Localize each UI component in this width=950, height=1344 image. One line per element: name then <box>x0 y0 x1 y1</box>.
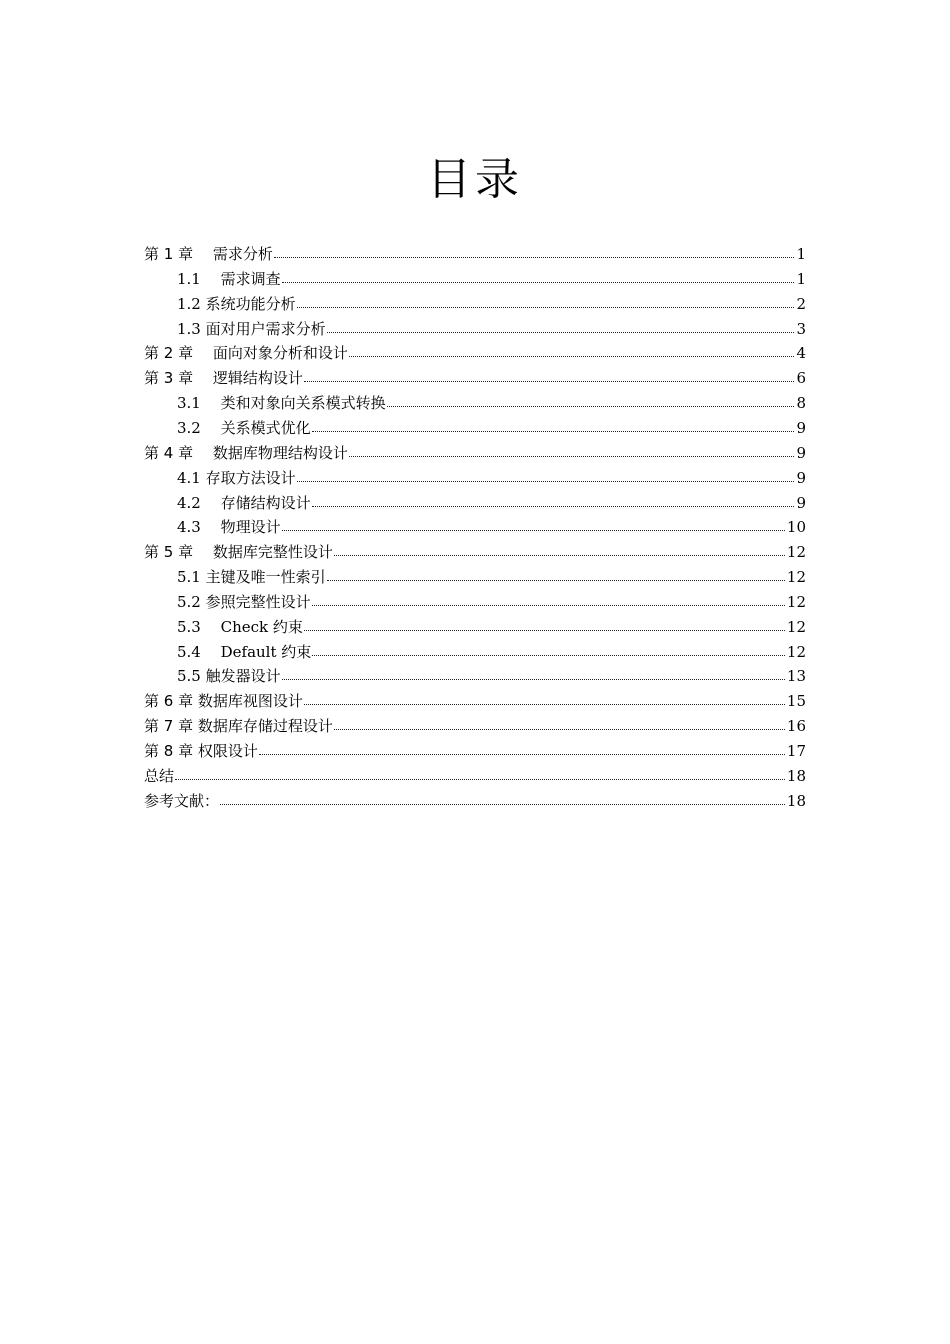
toc-entry[interactable] <box>177 563 806 587</box>
toc-entry-page-number: 4 <box>796 344 806 363</box>
toc-entry[interactable] <box>177 513 806 537</box>
toc-entry-label: 5.3 Check 约束 <box>177 617 303 636</box>
toc-entry-label: 5.4 Default 约束 <box>177 642 312 661</box>
toc-entry-page-number: 6 <box>796 369 806 388</box>
toc-entry[interactable] <box>144 737 806 761</box>
toc-entry[interactable] <box>144 787 806 811</box>
toc-entry-page-number: 17 <box>786 742 806 760</box>
toc-entry-label: 第 2 章 面向对象分析和设计 <box>144 344 348 363</box>
toc-dot-leader <box>312 605 785 606</box>
toc-dot-leader <box>282 679 785 680</box>
toc-dot-leader <box>349 456 795 457</box>
toc-entry-page-number: 13 <box>786 667 806 686</box>
toc-dot-leader <box>274 257 795 258</box>
toc-entry-page-number: 16 <box>786 717 806 736</box>
toc-entry-page-number: 9 <box>796 468 806 487</box>
toc-dot-leader <box>175 779 785 780</box>
toc-entry-label: 参考文献： <box>144 791 220 810</box>
toc-dot-leader <box>312 655 785 656</box>
toc-entry-page-number: 15 <box>786 692 806 711</box>
toc-entry-label: 第 1 章 需求分析 <box>144 245 273 263</box>
toc-entry-page-number: 9 <box>796 418 806 437</box>
toc-entry-page-number: 3 <box>796 319 806 338</box>
toc-dot-leader <box>334 729 785 730</box>
toc-entry[interactable] <box>177 588 806 612</box>
toc-entry[interactable] <box>144 240 806 264</box>
toc-dot-leader <box>282 282 795 283</box>
toc-entry-page-number: 12 <box>786 592 806 611</box>
toc-entry[interactable] <box>177 265 806 289</box>
toc-entry[interactable] <box>177 662 806 686</box>
toc-dot-leader <box>327 332 795 333</box>
toc-entry-label: 1.2 系统功能分析 <box>177 294 296 313</box>
toc-dot-leader <box>312 431 795 432</box>
toc-entry[interactable] <box>144 762 806 786</box>
toc-entry-page-number: 12 <box>786 617 806 636</box>
toc-entry-page-number: 12 <box>786 568 806 587</box>
toc-dot-leader <box>334 555 785 556</box>
toc-dot-leader <box>327 580 785 581</box>
toc-dot-leader <box>312 506 795 507</box>
toc-entry-page-number: 9 <box>796 493 806 512</box>
toc-dot-leader <box>349 356 795 357</box>
toc-entry[interactable] <box>177 464 806 488</box>
toc-dot-leader <box>259 754 785 755</box>
toc-entry-label: 第 4 章 数据库物理结构设计 <box>144 443 348 462</box>
toc-entry[interactable] <box>144 339 806 363</box>
toc-dot-leader <box>220 804 785 805</box>
toc-entry-label: 3.1 类和对象向关系模式转换 <box>177 394 386 413</box>
toc-entry[interactable] <box>177 290 806 314</box>
toc-entry[interactable] <box>177 613 806 637</box>
toc-entry[interactable] <box>177 414 806 438</box>
toc-entry[interactable] <box>177 315 806 339</box>
toc-entry-label: 5.1 主键及唯一性索引 <box>177 568 326 587</box>
toc-entry-label: 第 7 章 数据库存储过程设计 <box>144 717 333 736</box>
toc-dot-leader <box>304 704 785 705</box>
toc-entry-label: 总结 <box>144 766 175 785</box>
toc-entry-label: 第 8 章 权限设计 <box>144 742 258 760</box>
toc-dot-leader <box>297 481 795 482</box>
toc-entry-page-number: 18 <box>786 766 806 785</box>
toc-entry-label: 5.2 参照完整性设计 <box>177 592 311 611</box>
toc-entry-page-number: 10 <box>786 518 806 537</box>
toc-entry-label: 第 5 章 数据库完整性设计 <box>144 543 333 562</box>
toc-entry[interactable] <box>177 489 806 513</box>
toc-entry-label: 3.2 关系模式优化 <box>177 418 311 437</box>
toc-entry-label: 第 3 章 逻辑结构设计 <box>144 369 303 388</box>
toc-entry-label: 4.3 物理设计 <box>177 518 281 537</box>
toc-dot-leader <box>387 406 795 407</box>
toc-entry-page-number: 1 <box>796 269 806 288</box>
toc-entry-label: 1.3 面对用户需求分析 <box>177 319 326 338</box>
toc-entry-page-number: 9 <box>796 443 806 462</box>
toc-entry-page-number: 12 <box>786 543 806 562</box>
toc-dot-leader <box>304 630 785 631</box>
toc-entry[interactable] <box>177 389 806 413</box>
toc-dot-leader <box>304 381 795 382</box>
toc-entry-label: 4.2 存储结构设计 <box>177 493 311 512</box>
toc-entry-page-number: 2 <box>796 294 806 313</box>
toc-entry-label: 1.1 需求调查 <box>177 269 281 288</box>
toc-entry-label: 4.1 存取方法设计 <box>177 468 296 487</box>
toc-entry-label: 5.5 触发器设计 <box>177 667 281 686</box>
toc-entry-page-number: 18 <box>786 791 806 810</box>
toc-dot-leader <box>282 530 785 531</box>
toc-entry-page-number: 8 <box>796 394 806 413</box>
toc-entry-label: 第 6 章 数据库视图设计 <box>144 692 303 711</box>
toc-entry[interactable] <box>144 687 806 711</box>
toc-entry-page-number: 12 <box>786 642 806 661</box>
toc-entry[interactable] <box>144 538 806 562</box>
toc-title: 目录 <box>427 154 523 205</box>
toc-entry[interactable] <box>144 712 806 736</box>
toc-dot-leader <box>297 307 795 308</box>
toc-entry-page-number: 1 <box>796 245 806 263</box>
toc-entry[interactable] <box>144 439 806 463</box>
toc-entry[interactable] <box>177 638 806 662</box>
toc-entry[interactable] <box>144 364 806 388</box>
